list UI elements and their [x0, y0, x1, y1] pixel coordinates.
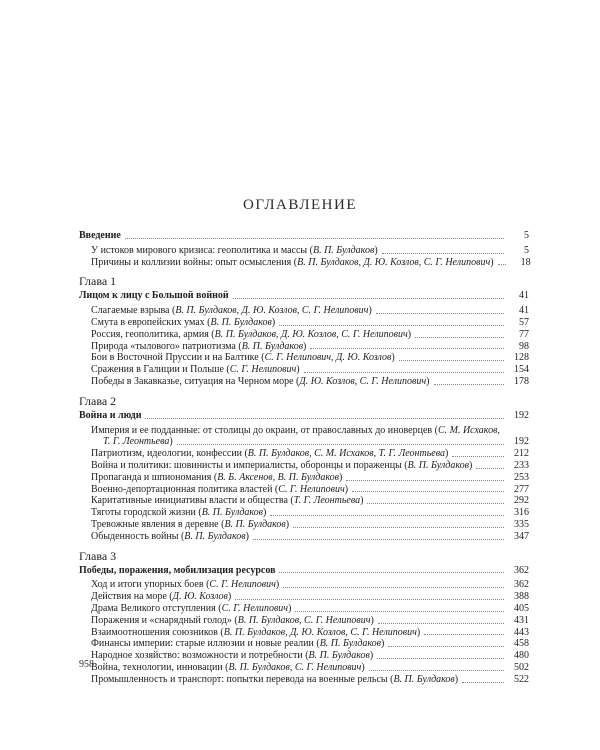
- toc-entry[interactable]: [79, 245, 529, 257]
- entry-authors: В. П. Булдаков: [241, 340, 304, 352]
- entry-title: Промышленность и транспорт: попытки перевода на военные рельсы (В. П. Булдаков): [91, 673, 459, 685]
- toc-entry[interactable]: [79, 305, 529, 317]
- entry-authors: В. П. Булдаков, С. М. Исхаков, Т. Г. Леонтьева: [247, 448, 445, 460]
- intro-block: [79, 230, 529, 268]
- entry-authors: В. П. Булдаков, Д. Ю. Козлов, С. Г. Нелипович: [175, 305, 369, 317]
- entry-authors: В. П. Булдаков, Д. Ю. Козлов, С. Г. Нелипович: [223, 626, 417, 638]
- page-ref: 98: [519, 340, 529, 352]
- page-ref: 154: [514, 364, 529, 376]
- chapter-block: [79, 549, 529, 686]
- page-ref: 388: [514, 591, 529, 603]
- entry-authors: В. П. Булдаков: [201, 507, 264, 519]
- chapter-heading: Глава 2: [79, 393, 117, 408]
- dot-leader: [452, 456, 504, 457]
- chapter-section[interactable]: [79, 410, 529, 422]
- page-ref: 192: [514, 409, 529, 421]
- chapter-section[interactable]: [79, 565, 529, 577]
- entry-title: Взаимоотношения союзников (В. П. Булдаков, Д. Ю. Козлов, С. Г. Нелипович): [91, 626, 421, 638]
- page-ref: 458: [514, 638, 529, 650]
- section-title: Введение: [79, 230, 121, 241]
- entry-authors: С. Г. Нелипович: [278, 483, 345, 495]
- page-ref: 57: [519, 316, 529, 328]
- page-ref: 178: [514, 375, 529, 387]
- entry-title: Военно-депортационная политика властей (С. Г. Нелипович): [91, 483, 349, 495]
- page-ref: 362: [514, 564, 529, 576]
- dot-leader: [352, 491, 504, 492]
- entry-title: Смута в европейских умах (В. П. Булдаков): [91, 316, 276, 328]
- toc-entry[interactable]: [79, 531, 529, 543]
- entry-authors: В. П. Булдаков: [210, 316, 272, 328]
- dot-leader: [382, 253, 504, 254]
- entry-title: Война и политики: шовинисты и империалисты, оборонцы и пораженцы (В. П. Булдаков): [91, 459, 473, 471]
- page-number: 958: [79, 659, 94, 670]
- entry-authors: Т. Г. Леонтьева: [293, 495, 361, 507]
- dot-leader: [293, 527, 504, 528]
- dot-leader: [233, 298, 504, 299]
- toc-entry[interactable]: [79, 484, 529, 496]
- page-ref: 277: [514, 483, 529, 495]
- page-ref: 192: [514, 436, 529, 448]
- dot-leader: [434, 384, 505, 385]
- entry-title: Обыденность войны (В. П. Булдаков): [91, 530, 249, 542]
- chapter-block: [79, 274, 529, 387]
- toc-entry[interactable]: [79, 507, 529, 519]
- page-ref: 41: [519, 290, 529, 302]
- entry-title: Тяготы городской жизни (В. П. Булдаков): [91, 507, 267, 519]
- page-ref: 443: [514, 626, 529, 638]
- toc-entry[interactable]: [79, 364, 529, 376]
- entry-title: Народное хозяйство: возможности и потребности (В. П. Булдаков): [91, 650, 374, 662]
- page-ref: 212: [514, 448, 529, 460]
- dot-leader: [279, 572, 504, 573]
- dot-leader: [476, 468, 504, 469]
- dot-leader: [235, 599, 504, 600]
- page-ref: 128: [514, 352, 529, 364]
- entry-title: Россия, геополитика, армия (В. П. Булдаков, Д. Ю. Козлов, С. Г. Нелипович): [91, 328, 412, 340]
- dot-leader: [346, 480, 504, 481]
- section-title: Лицом к лицу с Большой войной: [79, 290, 229, 302]
- dot-leader: [310, 348, 504, 349]
- entry-title: Война, технологии, инновации (В. П. Булдаков, С. Г. Нелипович): [91, 661, 365, 673]
- toc-entry[interactable]: [79, 448, 529, 460]
- entry-title: Т. Г. Леонтьева): [103, 436, 173, 448]
- toc-entry[interactable]: [79, 460, 529, 472]
- page-ref: 362: [514, 579, 529, 591]
- toc-entry[interactable]: [79, 317, 529, 329]
- entry-authors: С. Г. Нелипович: [229, 364, 297, 376]
- dot-leader: [388, 646, 504, 647]
- dot-leader: [498, 264, 506, 265]
- entry-authors: В. П. Булдаков: [184, 530, 246, 542]
- dot-leader: [253, 539, 504, 540]
- entry-title: Каритативные инициативы власти и общества (Т. Г. Леонтьева): [91, 495, 364, 507]
- dot-leader: [270, 515, 504, 516]
- dot-leader: [295, 611, 504, 612]
- page-ref: 405: [514, 602, 529, 614]
- chapter-heading: Глава 3: [79, 548, 117, 563]
- dot-leader: [145, 418, 504, 419]
- page-ref: 316: [514, 507, 529, 519]
- entry-authors: В. П. Булдаков: [319, 638, 382, 650]
- page-ref: 480: [514, 650, 529, 662]
- toc-entry[interactable]: [79, 376, 529, 388]
- section-title: Победы, поражения, мобилизация ресурсов: [79, 564, 276, 576]
- page-ref: 41: [519, 305, 529, 317]
- page-ref: 522: [514, 673, 529, 685]
- page-ref: 233: [514, 459, 529, 471]
- entry-authors: С. Г. Нелипович: [209, 579, 276, 591]
- entry-title: Ход и итоги упорных боев (С. Г. Нелипович): [91, 579, 280, 591]
- entry-authors: С. Г. Нелипович, Д. Ю. Козлов: [264, 352, 392, 364]
- toc-entry[interactable]: [79, 662, 529, 674]
- entry-authors: С. М. Исхаков,: [437, 424, 500, 436]
- toc-entry[interactable]: [79, 495, 529, 507]
- entry-title: Бои в Восточной Пруссии и на Балтике (С. Г. Нелипович, Д. Ю. Козлов): [91, 352, 395, 364]
- toc-entry[interactable]: [79, 519, 529, 531]
- dot-leader: [283, 587, 504, 588]
- entry-authors: В. П. Булдаков: [393, 673, 455, 685]
- dot-leader: [378, 623, 504, 624]
- entry-title: Тревожные явления в деревне (В. П. Булдаков): [91, 518, 290, 530]
- dot-leader: [279, 325, 504, 326]
- dot-leader: [377, 658, 504, 659]
- toc-entry[interactable]: [79, 472, 529, 484]
- toc-entry[interactable]: [79, 591, 529, 603]
- entry-authors: В. П. Булдаков: [407, 459, 469, 471]
- table-of-contents: [79, 230, 529, 686]
- entry-title: Пропаганда и шпиономания (В. Б. Аксенов, В. П. Булдаков): [91, 471, 343, 483]
- chapter-block: [79, 394, 529, 543]
- page-ref: 253: [514, 471, 529, 483]
- entry-title: Природа «тылового» патриотизма (В. П. Булдаков): [91, 340, 307, 352]
- toc-entry[interactable]: [79, 627, 529, 639]
- page-ref: 502: [514, 661, 529, 673]
- chapter-heading: Глава 1: [79, 274, 117, 289]
- entry-title: Слагаемые взрыва (В. П. Булдаков, Д. Ю. Козлов, С. Г. Нелипович): [91, 305, 372, 317]
- entry-title: Сражения в Галиции и Польше (С. Г. Нелипович): [91, 364, 300, 376]
- entry-authors: В. П. Булдаков, Д. Ю. Козлов, С. Г. Нелипович: [297, 256, 491, 268]
- toc-entry[interactable]: [79, 257, 529, 269]
- entry-title: Драма Великого отступления (С. Г. Нелипович): [91, 602, 292, 614]
- page-title: ОГЛАВЛЕНИЕ: [243, 197, 357, 213]
- entry-authors: В. П. Булдаков: [224, 518, 286, 530]
- dot-leader: [415, 337, 504, 338]
- entry-title: У истоков мирового кризиса: геополитика и массы (В. П. Булдаков): [91, 244, 378, 256]
- page-ref: 77: [519, 328, 529, 340]
- entry-authors: В. П. Булдаков: [308, 650, 370, 662]
- entry-title: Причины и коллизии войны: опыт осмысления (В. П. Булдаков, Д. Ю. Козлов, С. Г. Нелипович): [91, 256, 494, 268]
- dot-leader: [367, 503, 504, 504]
- entry-title: Финансы империи: старые иллюзии и новые реалии (В. П. Булдаков): [91, 638, 385, 650]
- toc-entry[interactable]: [79, 638, 529, 650]
- entry-authors: Д. Ю. Козлов: [172, 591, 228, 603]
- dot-leader: [462, 682, 504, 683]
- page-ref: 5: [524, 230, 529, 241]
- dot-leader: [376, 313, 504, 314]
- intro-section[interactable]: [79, 230, 529, 242]
- entry-title: Поражения и «снарядный голод» (В. П. Булдаков, С. Г. Нелипович): [91, 614, 374, 626]
- dot-leader: [424, 634, 504, 635]
- entry-authors: Д. Ю. Козлов, С. Г. Нелипович: [299, 375, 427, 387]
- toc-entry[interactable]: [79, 436, 529, 448]
- entry-authors: С. Г. Нелипович: [221, 602, 289, 614]
- chapter-section[interactable]: [79, 290, 529, 302]
- toc-entry[interactable]: [79, 425, 529, 437]
- section-title: Война и люди: [79, 409, 142, 421]
- entry-authors: Т. Г. Леонтьева: [103, 436, 170, 448]
- toc-entry[interactable]: [79, 341, 529, 353]
- page-ref: 347: [514, 530, 529, 542]
- page-ref: 292: [514, 495, 529, 507]
- toc-entry[interactable]: [79, 329, 529, 341]
- dot-leader: [125, 238, 504, 239]
- entry-authors: В. П. Булдаков, Д. Ю. Козлов, С. Г. Нелипович: [214, 328, 408, 340]
- dot-leader: [369, 670, 504, 671]
- entry-authors: В. П. Булдаков, С. Г. Нелипович: [228, 661, 362, 673]
- toc-entry[interactable]: [79, 674, 529, 686]
- page-ref: 335: [514, 518, 529, 530]
- page-ref: 18: [520, 256, 531, 268]
- entry-title: Патриотизм, идеологии, конфессии (В. П. Булдаков, С. М. Исхаков, Т. Г. Леонтьева): [91, 448, 449, 460]
- entry-authors: В. Б. Аксенов, В. П. Булдаков: [217, 471, 339, 483]
- entry-title: Победы в Закавказье, ситуация на Черном море (Д. Ю. Козлов, С. Г. Нелипович): [91, 375, 430, 387]
- dot-leader: [177, 444, 504, 445]
- entry-authors: В. П. Булдаков: [312, 244, 375, 256]
- dot-leader: [304, 372, 504, 373]
- toc-entry[interactable]: [79, 352, 529, 364]
- page-ref: 5: [524, 244, 529, 256]
- entry-authors: В. П. Булдаков, С. Г. Нелипович: [237, 614, 371, 626]
- entry-title: Действия на море (Д. Ю. Козлов): [91, 591, 232, 603]
- toc-entry[interactable]: [79, 603, 529, 615]
- toc-entry[interactable]: [79, 650, 529, 662]
- entry-title: Империя и ее подданные: от столицы до окраин, от православных до иноверцев (С. М. Исхаков,: [91, 424, 500, 436]
- dot-leader: [399, 360, 504, 361]
- page-ref: 431: [514, 614, 529, 626]
- toc-entry[interactable]: [79, 615, 529, 627]
- toc-entry[interactable]: [79, 579, 529, 591]
